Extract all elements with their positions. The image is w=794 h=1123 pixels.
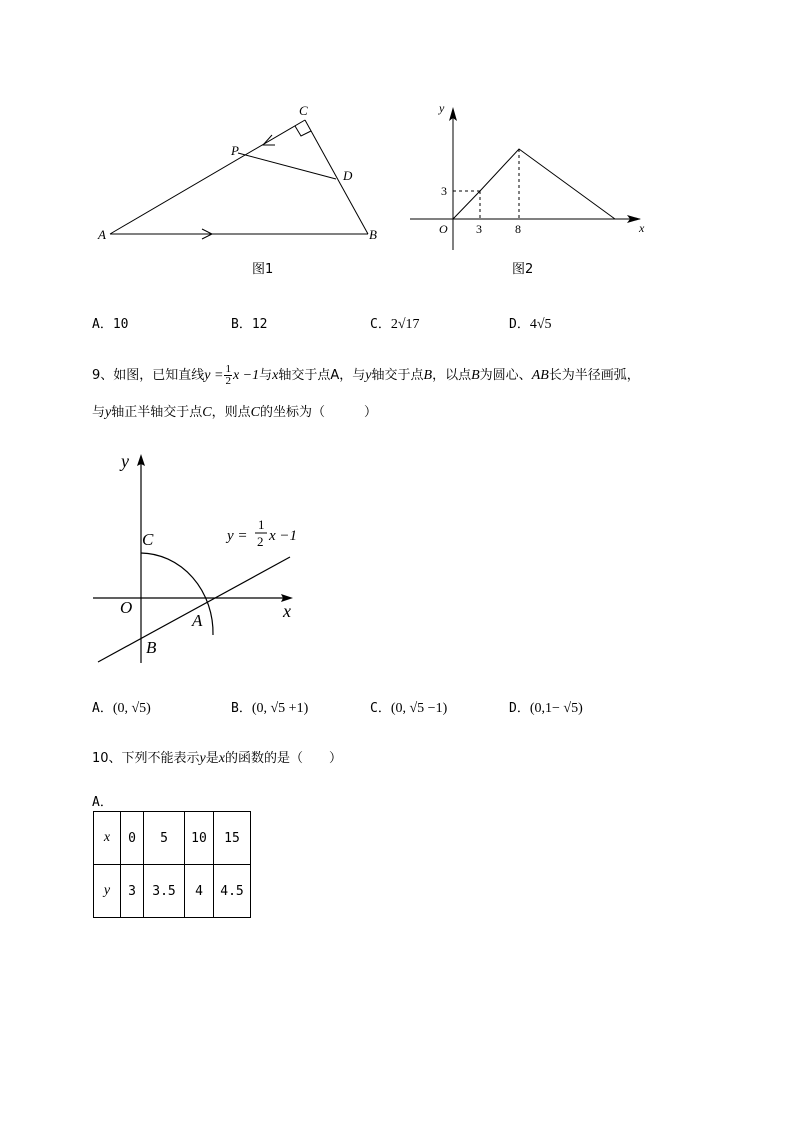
q9-pt-b: B <box>423 368 433 383</box>
q9-choice-c-value: (0, √5 −1) <box>390 701 448 716</box>
q10-option-a-letter: A． <box>92 795 113 810</box>
q9-choice-a-value: (0, √5) <box>112 701 151 716</box>
label-y: y <box>439 101 445 115</box>
label-C: C <box>142 530 154 549</box>
q8-choice-a <box>92 313 128 332</box>
table-cell: 4.5 <box>214 865 251 918</box>
table-cell: 4 <box>185 865 214 918</box>
q9-t7: 长为半径画弧， <box>548 368 640 383</box>
label-P: P <box>231 143 239 158</box>
q9-pt-b2: B <box>471 368 480 383</box>
q8-choice-d <box>509 313 552 333</box>
q9-line-1 <box>92 362 640 390</box>
q9-prefix: 9、如图，已知直线 <box>92 368 205 383</box>
segment-PD <box>238 153 336 179</box>
q8-choice-c-letter: C． <box>370 317 391 332</box>
q9-l2d: 的坐标为（ ） <box>259 405 377 420</box>
table-cell: y <box>94 865 121 918</box>
segment-AC <box>110 120 305 234</box>
table-cell: 3 <box>121 865 144 918</box>
q10-var-x: x <box>218 751 225 766</box>
table-row <box>94 812 251 865</box>
q8-choice-d-value: 4√5 <box>529 317 552 332</box>
q9-l2b: 轴正半轴交于点 <box>111 405 203 420</box>
q9-t6: 为圆心、 <box>479 368 532 383</box>
q10-var-y: y <box>199 751 206 766</box>
figure-2 <box>405 95 655 255</box>
q9-frac-den: 2 <box>225 375 231 387</box>
table-cell: 3.5 <box>144 865 185 918</box>
q9-choice-d <box>509 697 583 717</box>
q9-frac-num: 1 <box>225 363 231 375</box>
q9-choice-a-letter: A． <box>92 701 113 716</box>
q9-t5: ，以点 <box>432 368 472 383</box>
q10-text <box>92 747 342 767</box>
q9-choice-d-value: (0,1− √5) <box>529 701 583 716</box>
q9-t3: ，与 <box>339 368 366 383</box>
q8-choice-b-value: 12 <box>251 317 268 332</box>
q9-choice-c <box>370 697 447 717</box>
table-cell: 10 <box>185 812 214 865</box>
q10-suffix: 的函数的是（ ） <box>225 751 343 766</box>
label-B: B <box>369 227 377 242</box>
q8-choice-a-value: 10 <box>112 317 129 332</box>
q9-var-y2: y <box>105 405 112 420</box>
label-O: O <box>120 598 133 617</box>
q9-eq-rhs: x −1 <box>232 368 260 383</box>
q9-line-2 <box>92 401 377 421</box>
q9-choice-c-letter: C． <box>370 701 391 716</box>
eq-rhs: x −1 <box>269 528 298 544</box>
q9-t2: 轴交于点 <box>278 368 331 383</box>
eq-lhs: y = <box>227 528 248 544</box>
q8-choice-d-letter: D． <box>509 317 530 332</box>
label-A: A <box>98 227 106 242</box>
q8-choice-c-value: 2√17 <box>390 317 420 332</box>
q9-seg-ab: AB <box>531 368 549 383</box>
label-O: O <box>439 222 448 236</box>
q9-l2c: ，则点 <box>211 405 251 420</box>
q9-t1: 与 <box>259 368 273 383</box>
table-cell: x <box>94 812 121 865</box>
q9-choice-b-value: (0, √5 +1) <box>251 701 309 716</box>
figure-3 <box>85 445 315 670</box>
table-cell: 15 <box>214 812 251 865</box>
tick-y3: 3 <box>441 184 447 198</box>
table-cell: 5 <box>144 812 185 865</box>
q8-choice-b <box>231 313 267 332</box>
label-x: x <box>283 601 291 621</box>
q8-choice-c <box>370 313 420 333</box>
label-y: y <box>121 451 129 471</box>
figure-1 <box>90 95 390 255</box>
q9-l2a: 与 <box>92 405 106 420</box>
eq-den: 2 <box>257 534 264 549</box>
q9-choice-b-letter: B． <box>231 701 252 716</box>
arrow-CA <box>263 135 275 145</box>
q9-choice-d-letter: D． <box>509 701 530 716</box>
q9-pt-c2: C <box>250 405 260 420</box>
label-D: D <box>343 168 353 183</box>
graph-line <box>453 149 615 219</box>
q8-choice-a-letter: A． <box>92 317 113 332</box>
q10-mid: 是 <box>205 751 219 766</box>
label-B: B <box>146 638 157 657</box>
q9-var-x: x <box>272 368 279 383</box>
figure-1-caption: 图1 <box>252 262 274 277</box>
tick-x3: 3 <box>476 222 482 236</box>
label-x: x <box>639 221 645 235</box>
q9-choice-b <box>231 697 308 717</box>
q9-pt-a: A <box>330 368 340 383</box>
figure-2-caption: 图2 <box>512 262 534 277</box>
label-A: A <box>192 611 203 630</box>
q8-choice-b-letter: B． <box>231 317 252 332</box>
q9-t4: 轴交于点 <box>371 368 424 383</box>
label-C: C <box>299 103 308 118</box>
q10-option-a-table <box>93 811 251 918</box>
segment-CB <box>305 120 368 234</box>
q9-choice-a <box>92 697 151 717</box>
q9-fraction <box>224 364 232 387</box>
tick-x8: 8 <box>515 222 521 236</box>
q9-pt-c: C <box>202 405 212 420</box>
table-cell: 0 <box>121 812 144 865</box>
q10-prefix: 10、下列不能表示 <box>92 751 200 766</box>
q9-eq-lhs: y = <box>204 368 224 383</box>
q9-var-y: y <box>365 368 372 383</box>
eq-num: 1 <box>258 517 265 532</box>
table-row <box>94 865 251 918</box>
